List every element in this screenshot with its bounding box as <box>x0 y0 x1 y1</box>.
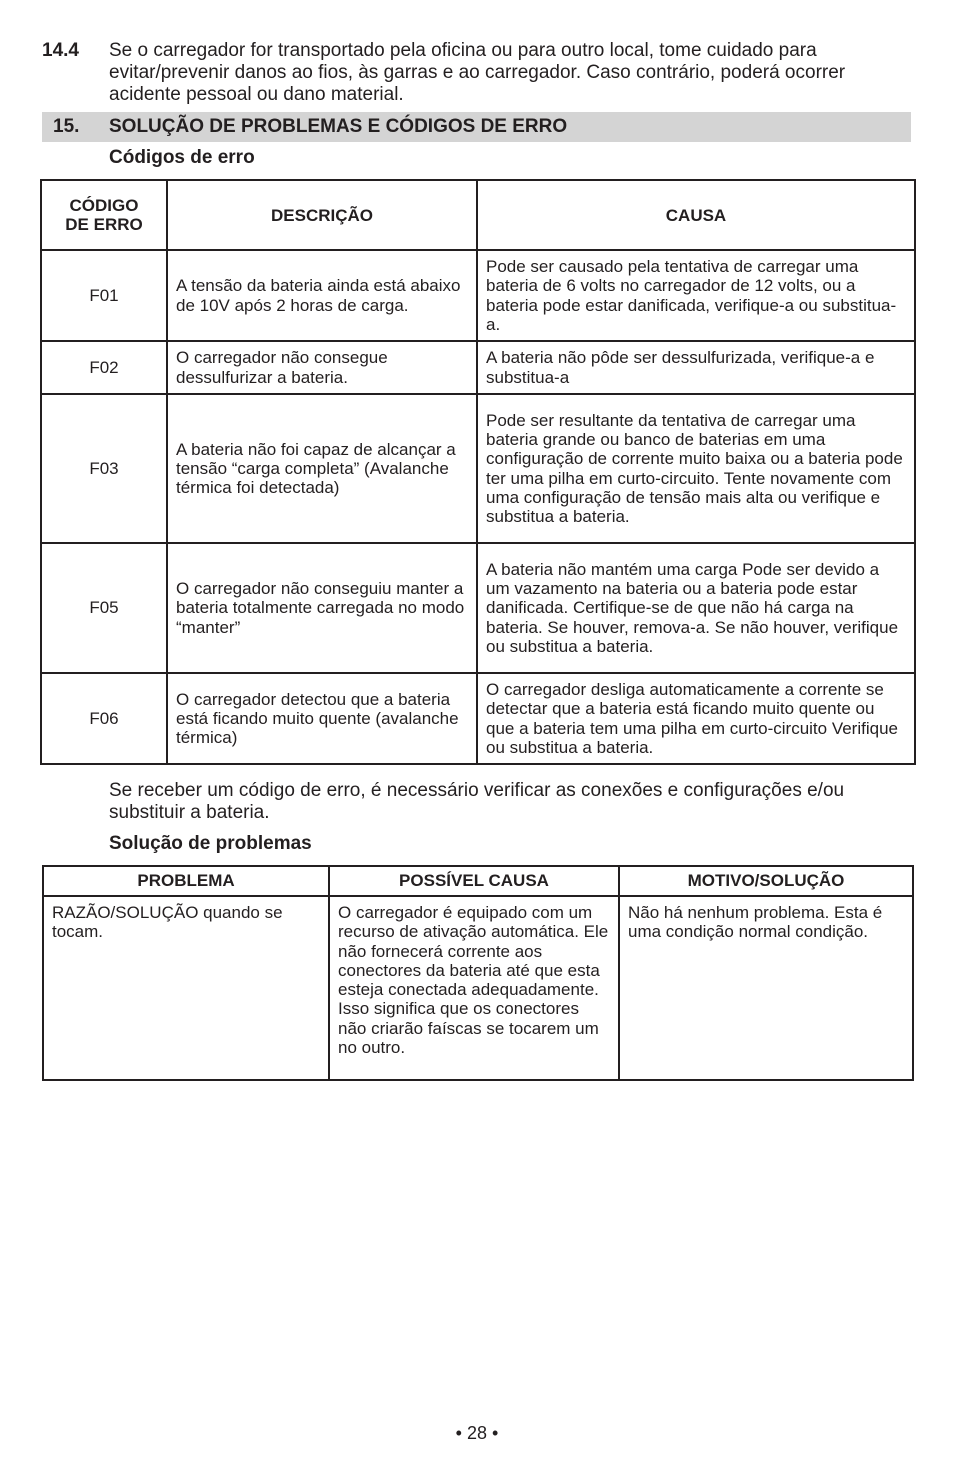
error-cause: A bateria não mantém uma carga Pode ser devido a um vazamento na bateria ou a bateria pode estar danificada. Certifique-se de que não há carga na bateria. Se houver, remova-a. Se não houver, verifique ou substitua a bateria. <box>477 543 915 673</box>
section-15-title: SOLUÇÃO DE PROBLEMAS E CÓDIGOS DE ERRO <box>109 116 568 137</box>
possible-cause-cell: O carregador é equipado com um recurso de ativação automática. Ele não fornecerá corrente aos conectores da bateria até que esta esteja conectada adequadamente. Isso significa que os conectores não criarão faíscas se tocarem um no outro. <box>329 896 619 1080</box>
error-codes-table <box>40 179 916 765</box>
header-possible-cause: POSSÍVEL CAUSA <box>329 866 619 896</box>
error-cause: A bateria não pôde ser dessulfurizada, verifique-a e substitua-a <box>477 341 915 394</box>
table-row <box>41 394 915 543</box>
table-row <box>41 543 915 673</box>
table-row <box>41 341 915 394</box>
table-header-row <box>41 180 915 250</box>
error-description: O carregador não conseguiu manter a bateria totalmente carregada no modo “manter” <box>167 543 477 673</box>
troubleshooting-table <box>42 865 914 1081</box>
table-row <box>43 896 913 1080</box>
header-cause: CAUSA <box>477 180 915 250</box>
header-problem: PROBLEMA <box>43 866 329 896</box>
section-14-4-text: Se o carregador for transportado pela oficina ou para outro local, tome cuidado para evitar/prevenir danos ao fios, às garras e ao carregador. Caso contrário, poderá ocorrer acidente pessoal ou dano material. <box>109 40 846 105</box>
problem-cell: RAZÃO/SOLUÇÃO quando se tocam. <box>43 896 329 1080</box>
table-row <box>41 250 915 341</box>
table-row <box>41 673 915 764</box>
error-code: F03 <box>41 394 167 543</box>
section-14-4 <box>42 40 912 106</box>
troubleshooting-heading: Solução de problemas <box>109 833 312 854</box>
error-codes-heading: Códigos de erro <box>109 147 255 168</box>
error-description: A tensão da bateria ainda está abaixo de 10V após 2 horas de carga. <box>167 250 477 341</box>
error-code: F05 <box>41 543 167 673</box>
table-header-row <box>43 866 913 896</box>
header-code: CÓDIGO DE ERRO <box>41 180 167 250</box>
page-number: • 28 • <box>455 1423 499 1443</box>
header-reason-solution: MOTIVO/SOLUÇÃO <box>619 866 913 896</box>
section-14-4-number: 14.4 <box>42 40 79 61</box>
error-code: F02 <box>41 341 167 394</box>
error-description: O carregador detectou que a bateria está ficando muito quente (avalanche térmica) <box>167 673 477 764</box>
error-cause: O carregador desliga automaticamente a corrente se detectar que a bateria está ficando muito quente ou que a bateria tem uma pilha em curto-circuito Verifique ou substitua a bateria. <box>477 673 915 764</box>
error-cause: Pode ser resultante da tentativa de carregar uma bateria grande ou banco de baterias em uma configuração de corrente muito baixa ou a bateria pode ter uma pilha em curto-circuito. Tente novamente com uma configuração de tensão mais alta ou verifique e substitua a bateria. <box>477 394 915 543</box>
error-cause: Pode ser causado pela tentativa de carregar uma bateria de 6 volts no carregador de 12 volts, ou a bateria pode estar danificada, verifique-a ou substitua-a. <box>477 250 915 341</box>
error-code-note: Se receber um código de erro, é necessário verificar as conexões e configurações e/ou substituir a bateria. <box>109 780 845 823</box>
section-15-number: 15. <box>53 116 80 137</box>
header-description: DESCRIÇÃO <box>167 180 477 250</box>
section-15-heading <box>42 112 911 142</box>
reason-solution-cell: Não há nenhum problema. Esta é uma condição normal condição. <box>619 896 913 1080</box>
error-code: F06 <box>41 673 167 764</box>
error-description: O carregador não consegue dessulfurizar a bateria. <box>167 341 477 394</box>
error-description: A bateria não foi capaz de alcançar a tensão “carga completa” (Avalanche térmica foi detectada) <box>167 394 477 543</box>
error-code: F01 <box>41 250 167 341</box>
